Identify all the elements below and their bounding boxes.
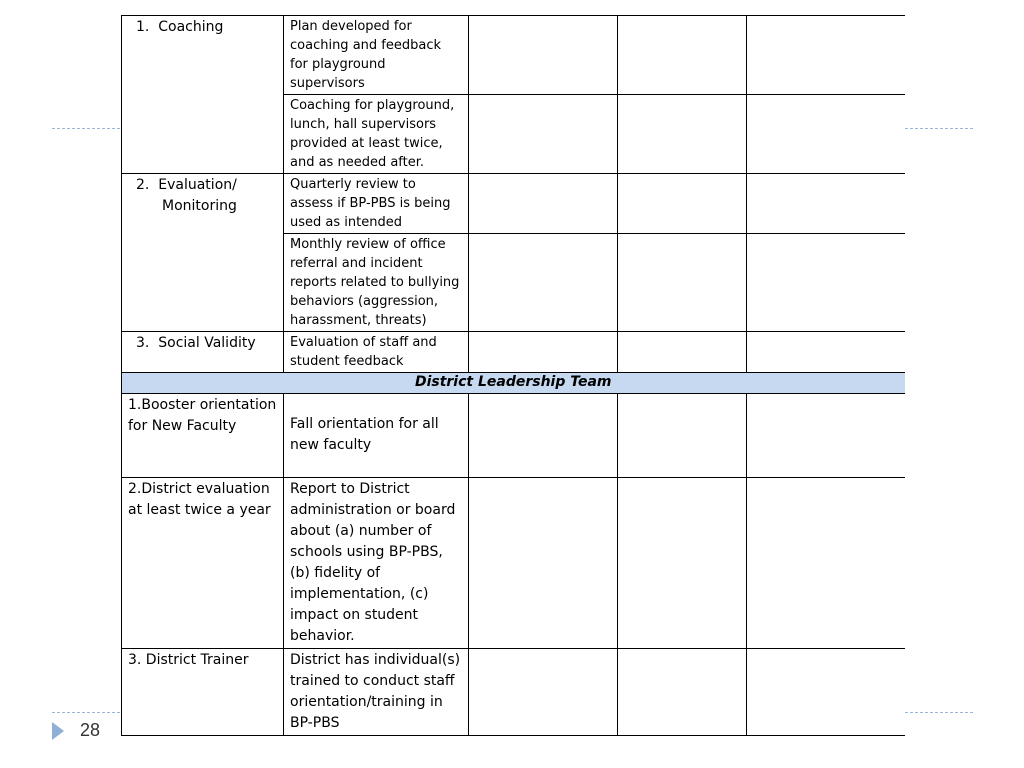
empty-cell [747,16,905,95]
empty-cell [747,478,905,649]
empty-cell [469,649,618,736]
empty-cell [469,16,618,95]
category-label: 2. Evaluation/ Monitoring [136,177,237,214]
section-header-row [122,373,905,394]
category-cell [122,174,284,332]
empty-cell [618,16,747,95]
empty-cell [747,174,905,234]
category-cell: 2.District evaluation at least twice a year [122,478,284,649]
category-cell [122,332,284,373]
empty-cell [618,394,747,478]
category-cell: 1.Booster orientation for New Faculty [122,394,284,478]
category-cell: 3. District Trainer [122,649,284,736]
table-row [122,478,905,649]
empty-cell [469,95,618,174]
table-row [122,16,905,95]
category-cell [122,16,284,174]
empty-cell [469,174,618,234]
bullet-arrow-icon [52,722,64,740]
empty-cell [618,649,747,736]
item-cell: District has individual(s) trained to conduct staff orientation/training in BP-PBS [284,649,469,736]
slide-rule-top-left [52,128,120,129]
slide-number: 28 [80,720,101,740]
item-cell: Monthly review of office referral and incident reports related to bullying behaviors (aggression, harassment, threats) [284,234,469,332]
slide-rule-top-right [905,128,973,129]
slide-rule-bottom-right [905,712,973,713]
item-cell: Coaching for playground, lunch, hall supervisors provided at least twice, and as needed after. [284,95,469,174]
empty-cell [618,95,747,174]
empty-cell [618,332,747,373]
category-label: 3. Social Validity [136,335,256,351]
empty-cell [469,234,618,332]
empty-cell [747,95,905,174]
empty-cell [747,234,905,332]
table-row [122,332,905,373]
item-cell: Plan developed for coaching and feedback for playground supervisors [284,16,469,95]
empty-cell [618,174,747,234]
empty-cell [618,478,747,649]
item-cell: Quarterly review to assess if BP-PBS is being used as intended [284,174,469,234]
empty-cell [469,394,618,478]
category-label: 1. Coaching [136,19,224,35]
implementation-table-wrapper [121,15,904,736]
empty-cell [469,332,618,373]
table-row [122,394,905,478]
table-row [122,649,905,736]
item-cell: Fall orientation for all new faculty [284,394,469,478]
empty-cell [747,394,905,478]
table-row [122,174,905,234]
empty-cell [618,234,747,332]
empty-cell [747,649,905,736]
slide-rule-bottom-left [52,712,120,713]
empty-cell [747,332,905,373]
empty-cell [469,478,618,649]
section-header: District Leadership Team [122,373,905,394]
item-cell: Report to District administration or board about (a) number of schools using BP-PBS, (b) fidelity of implementation, (c) impact on student behavior. [284,478,469,649]
item-cell: Evaluation of staff and student feedback [284,332,469,373]
implementation-table [121,15,905,736]
